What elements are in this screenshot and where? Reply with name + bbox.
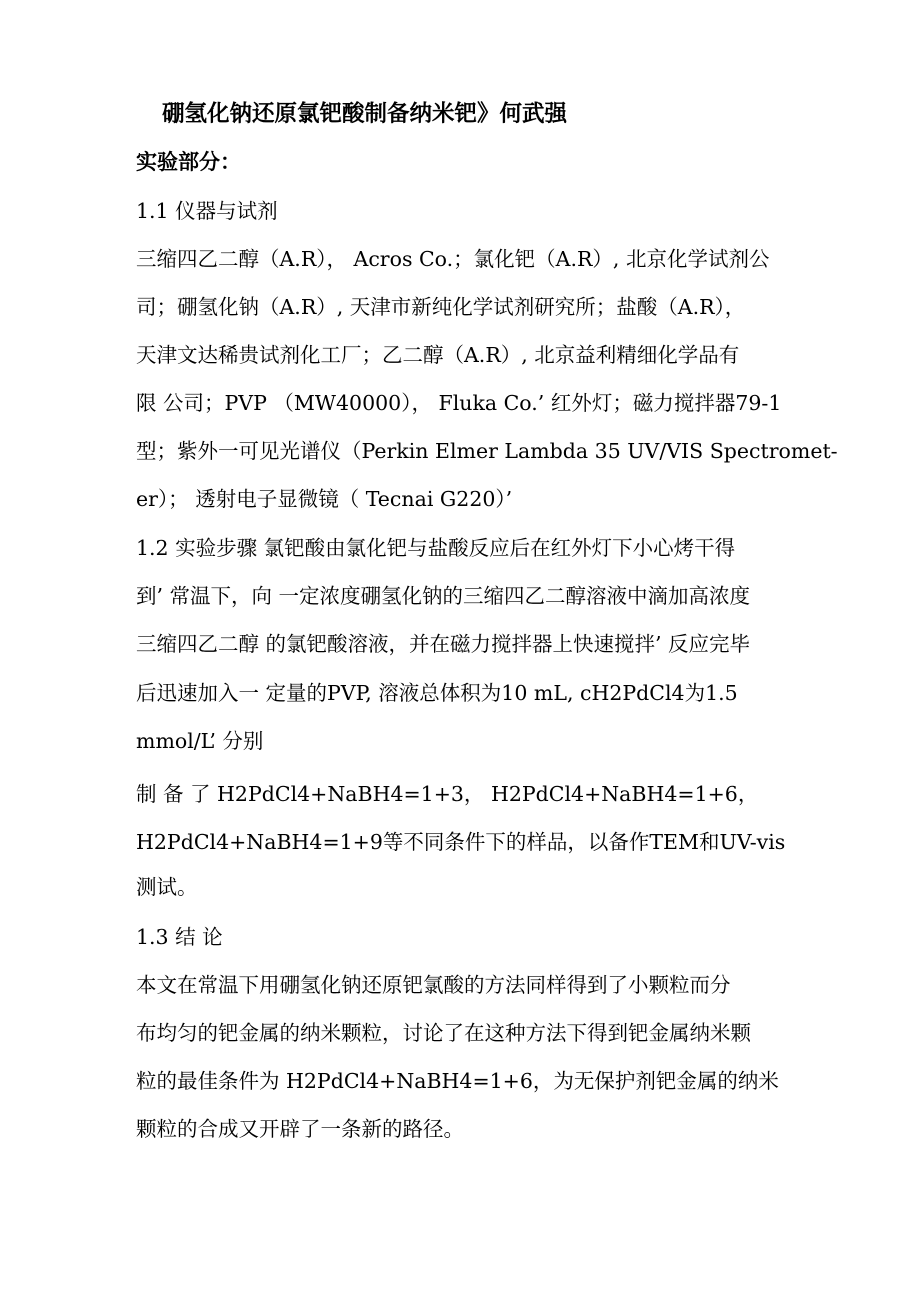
paragraph-1-2-line: 到’ 常温下，向 一定浓度硼氢化钠的三缩四乙二醇溶液中滴加高浓度 — [136, 584, 751, 608]
preparation-line: 制 备 了 H2PdCl4+NaBH4=1+3， H2PdCl4+NaBH4=1+6， — [136, 782, 759, 806]
document-title: 硼氢化钠还原氯钯酸制备纳米钯》何武强 — [162, 101, 568, 127]
paragraph-1-2-line: mmol/L’ 分别 — [136, 729, 264, 753]
paragraph-1-1-line: er）； 透射电子显微镜（ Tecnai G220）’ — [136, 487, 513, 511]
subsection-1-1-heading: 1.1 仪器与试剂 — [136, 199, 278, 223]
paragraph-1-1-line: 型；紫外一可见光谱仪（Perkin Elmer Lambda 35 UV/VIS Spectromet- — [136, 439, 838, 463]
conclusion-line: 粒的最佳条件为 H2PdCl4+NaBH4=1+6，为无保护剂钯金属的纳米 — [136, 1069, 779, 1093]
preparation-line: H2PdCl4+NaBH4=1+9等不同条件下的样品，以备作TEM和UV-vis — [136, 830, 786, 854]
paragraph-1-1-line: 限 公司；PVP （MW40000）， Fluka Co.’ 红外灯；磁力搅拌器79-1 — [136, 391, 782, 415]
paragraph-1-2-line: 1.2 实验步骤 氯钯酸由氯化钯与盐酸反应后在红外灯下小心烤干得 — [136, 536, 736, 560]
preparation-line: 测试。 — [136, 875, 198, 899]
subsection-1-3-heading: 1.3 结 论 — [136, 925, 223, 949]
paragraph-1-1-line: 司；硼氢化钠（A.R）, 天津市新纯化学试剂研究所；盐酸（A.R）， — [136, 295, 746, 319]
conclusion-line: 布均匀的钯金属的纳米颗粒，讨论了在这种方法下得到钯金属纳米颗 — [136, 1021, 751, 1045]
conclusion-line: 颗粒的合成又开辟了一条新的路径。 — [136, 1117, 464, 1141]
paragraph-1-1-line: 天津文达稀贵试剂化工厂；乙二醇（A.R）, 北京益利精细化学品有 — [136, 343, 740, 367]
conclusion-line: 本文在常温下用硼氢化钠还原钯氯酸的方法同样得到了小颗粒而分 — [136, 973, 731, 997]
section-heading: 实验部分： — [136, 150, 241, 174]
paragraph-1-1-line: 三缩四乙二醇（A.R）， Acros Co.；氯化钯（A.R）, 北京化学试剂公 — [136, 247, 770, 271]
paragraph-1-2-line: 后迅速加入一 定量的PVP, 溶液总体积为10 mL, cH2PdCl4为1.5 — [136, 681, 738, 705]
paragraph-1-2-line: 三缩四乙二醇 的氯钯酸溶液，并在磁力搅拌器上快速搅拌’ 反应完毕 — [136, 632, 751, 656]
